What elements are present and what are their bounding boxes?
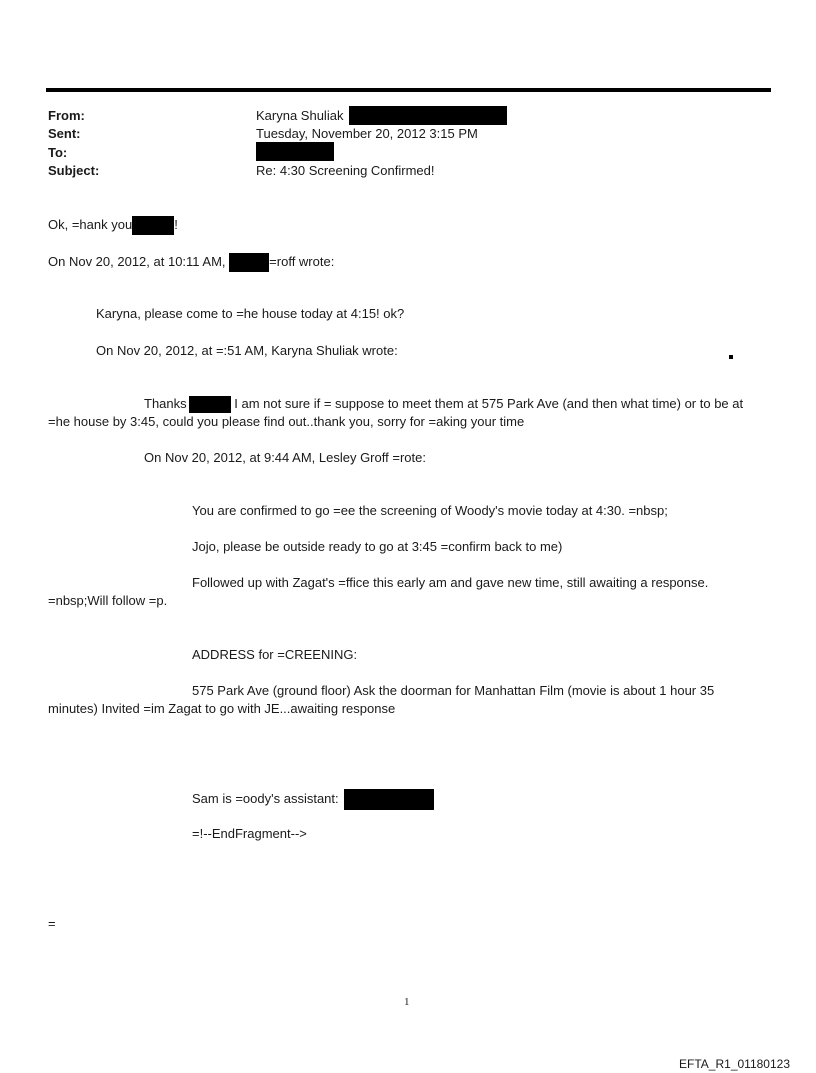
body-text: Thanks [144,396,187,411]
body-text: Sam is =oody's assistant: [192,790,339,806]
body-line: minutes) Invited =im Zagat to go with JE...awaiting response [48,701,396,716]
to-label: To: [48,145,68,160]
body-line [48,253,334,272]
body-line [144,395,743,413]
body-line: You are confirmed to go =ee the screening of Woody's movie today at 4:30. =nbsp; [192,503,668,518]
body-text: ! [174,217,178,232]
from-name: Karyna Shuliak [256,108,344,123]
redaction-box [256,142,334,161]
body-line: ADDRESS for =CREENING: [192,647,358,662]
from-value [256,108,507,125]
body-line: =he house by 3:45, could you please find out..thank you, sorry for =aking your time [48,414,525,429]
body-line: =!--EndFragment--> [192,826,307,841]
to-value [256,142,334,161]
body-text: =roff wrote: [269,254,335,269]
body-text: On Nov 20, 2012, at 10:11 AM, [48,254,226,269]
sent-value: Tuesday, November 20, 2012 3:15 PM [256,126,478,141]
redaction-box [349,106,507,125]
redaction-box [189,396,231,413]
body-line: Jojo, please be outside ready to go at 3:45 =confirm back to me) [192,539,563,554]
body-text: I am not sure if = suppose to meet them at 575 Park Ave (and then what time) or to be at [234,396,744,411]
redaction-box [229,253,269,272]
stray-mark [729,355,733,359]
subject-label: Subject: [48,163,100,178]
from-label: From: [48,108,85,123]
document-id: EFTA_R1_01180123 [679,1057,790,1071]
body-line: On Nov 20, 2012, at =:51 AM, Karyna Shuliak wrote: [96,343,398,358]
sent-label: Sent: [48,126,81,141]
body-line: Followed up with Zagat's =ffice this early am and gave new time, still awaiting a response. [192,575,709,590]
body-text: Ok, =hank you [48,217,133,232]
redaction-box [132,216,174,235]
body-line: = [48,916,56,931]
body-line: =nbsp;Will follow =p. [48,593,168,608]
body-line: On Nov 20, 2012, at 9:44 AM, Lesley Groff =rote: [144,450,426,465]
redaction-box [344,789,434,810]
body-line [48,216,178,235]
body-line: Karyna, please come to =he house today at 4:15! ok? [96,306,405,321]
body-line: 575 Park Ave (ground floor) Ask the doorman for Manhattan Film (movie is about 1 hour 35 [192,683,715,698]
body-line [192,789,434,810]
header-rule [46,88,771,92]
page-number: 1 [404,996,410,1008]
subject-value: Re: 4:30 Screening Confirmed! [256,163,435,178]
